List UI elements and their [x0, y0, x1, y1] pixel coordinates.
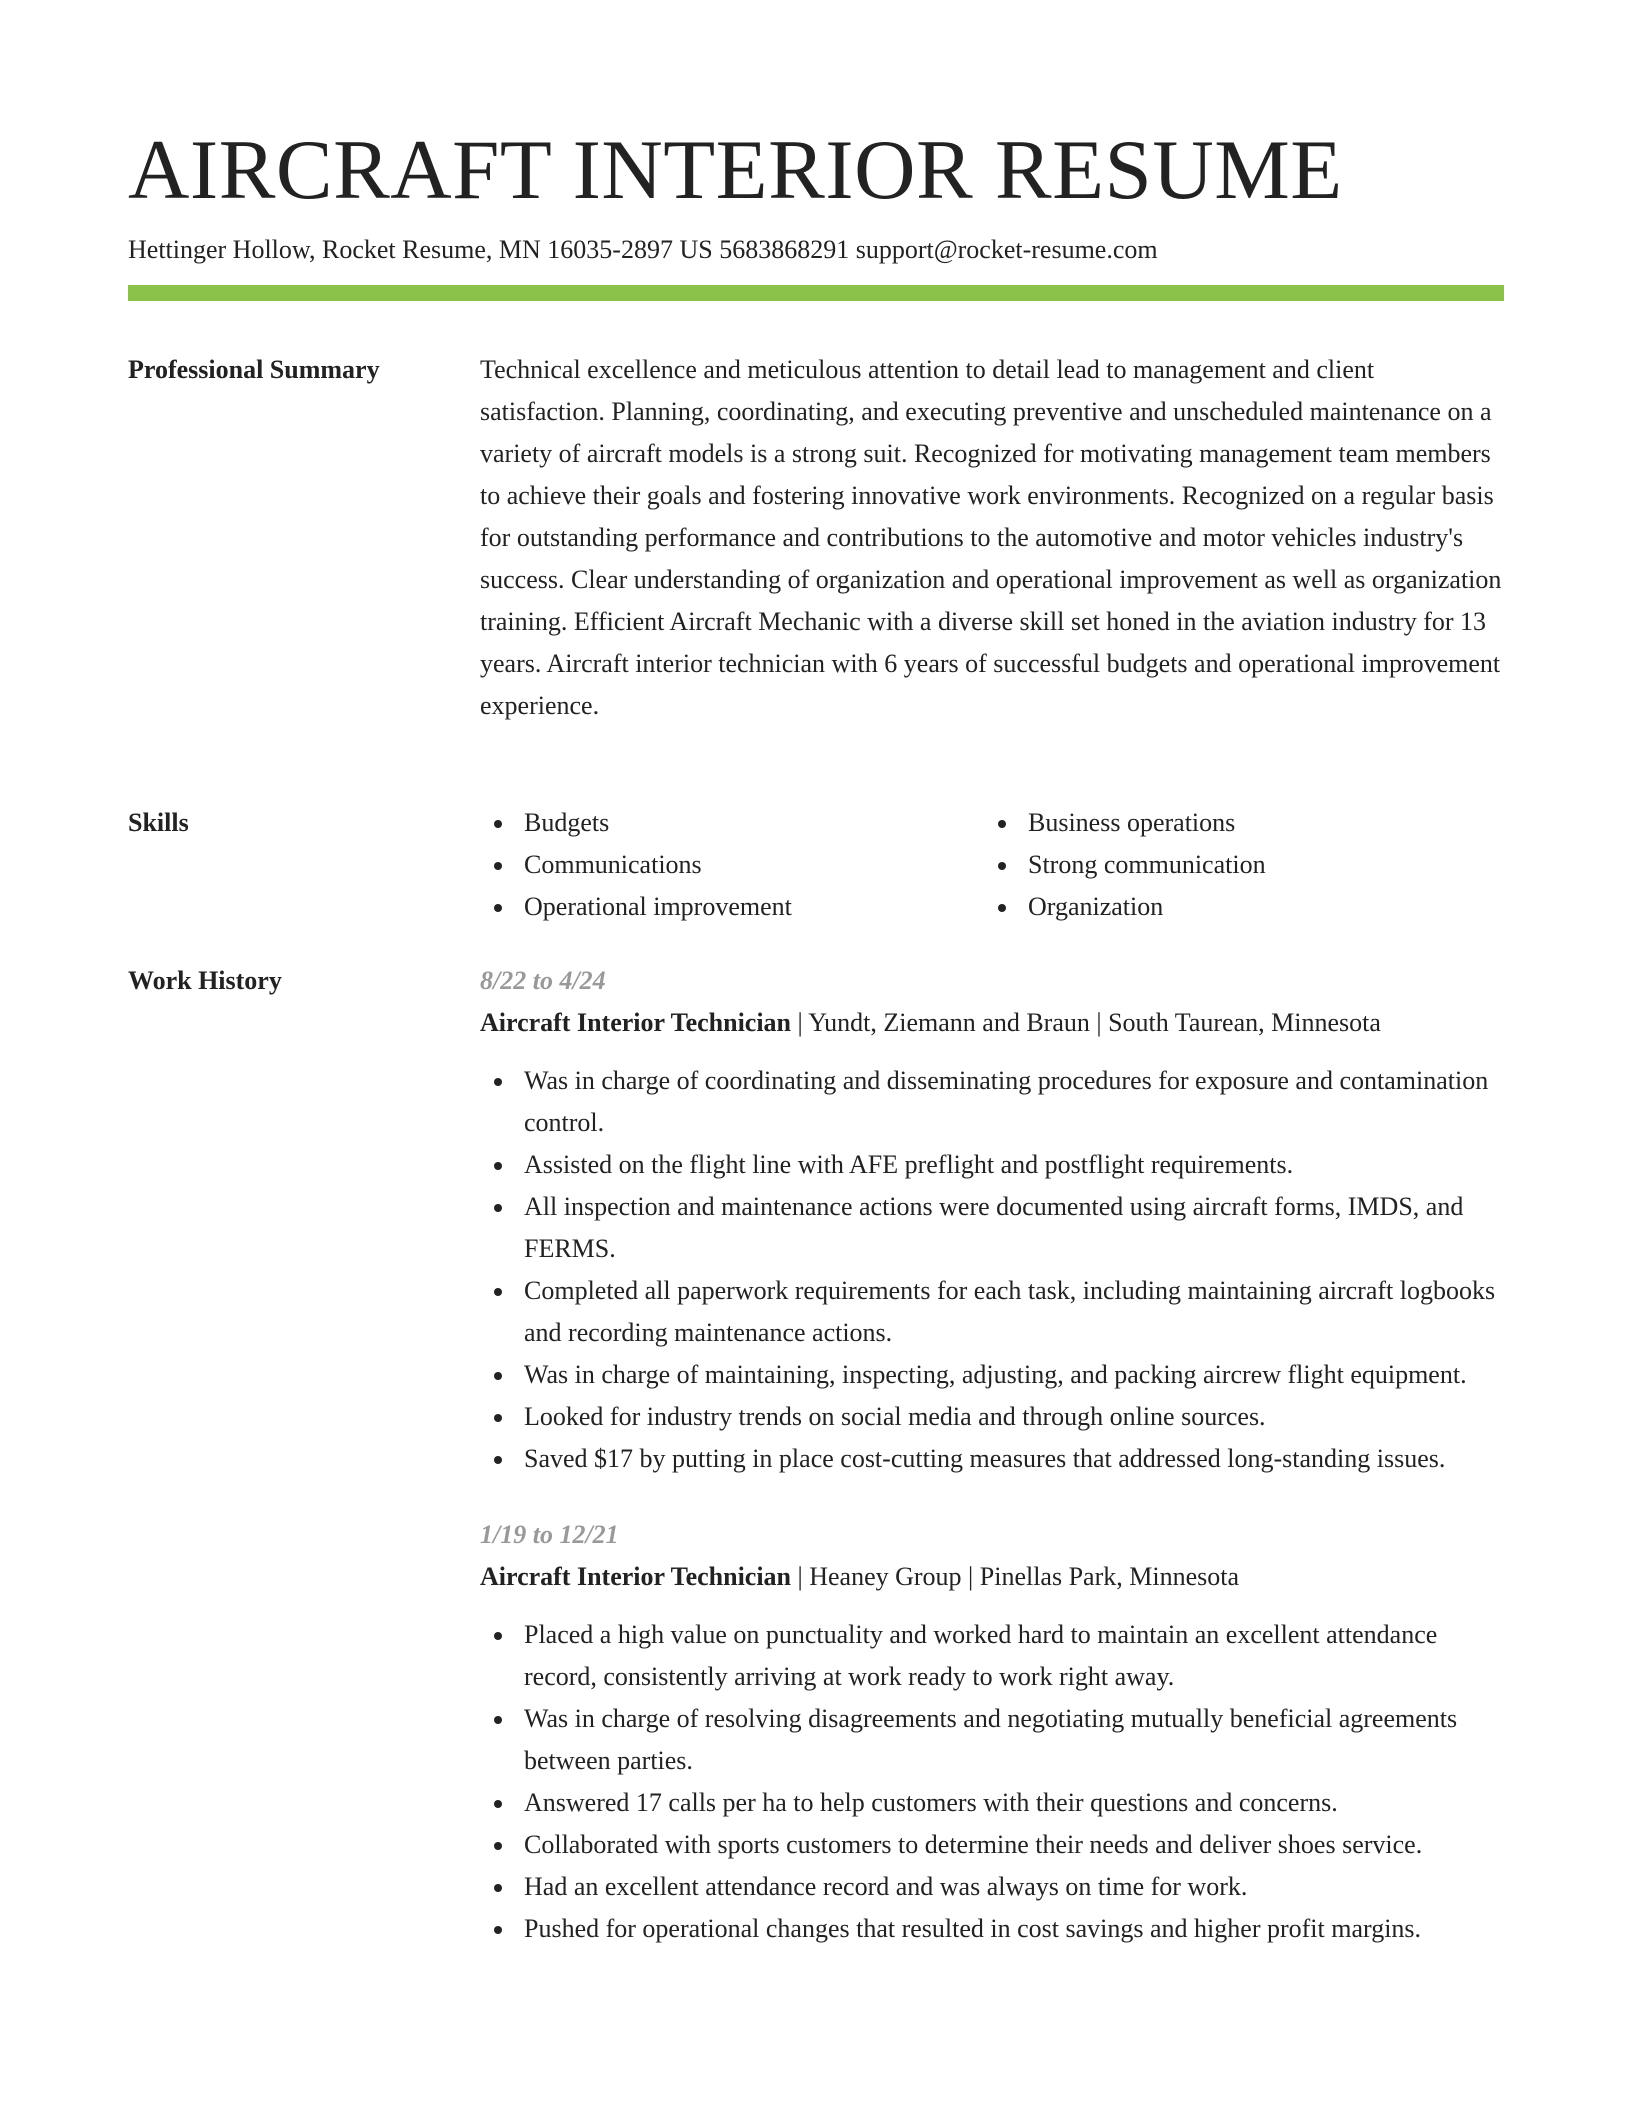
- contact-address: Hettinger Hollow, Rocket Resume, MN 16035-2897 US: [128, 235, 713, 264]
- skill-item: Strong communication: [984, 844, 1488, 886]
- list-item: Saved $17 by putting in place cost-cutting measures that addressed long-standing issues.: [480, 1438, 1504, 1480]
- job-company-location: | Heaney Group | Pinellas Park, Minnesota: [791, 1562, 1240, 1591]
- job-heading: [480, 1002, 1504, 1044]
- skills-column-left: [480, 802, 984, 928]
- skill-item: Organization: [984, 886, 1488, 928]
- list-item: Completed all paperwork requirements for each task, including maintaining aircraft logbooks and recording maintenance actions.: [480, 1270, 1504, 1354]
- list-item: Was in charge of coordinating and disseminating procedures for exposure and contamination control.: [480, 1060, 1504, 1144]
- list-item: Had an excellent attendance record and was always on time for work.: [480, 1866, 1504, 1908]
- contact-phone: 5683868291: [719, 235, 850, 264]
- list-item: Answered 17 calls per ha to help customers with their questions and concerns.: [480, 1782, 1504, 1824]
- skill-item: Business operations: [984, 802, 1488, 844]
- work-history-body: [480, 960, 1504, 1984]
- resume-title: AIRCRAFT INTERIOR RESUME: [128, 123, 1343, 217]
- job-title: Aircraft Interior Technician: [480, 1008, 792, 1037]
- list-item: All inspection and maintenance actions were documented using aircraft forms, IMDS, and FERMS.: [480, 1186, 1504, 1270]
- job-company-location: | Yundt, Ziemann and Braun | South Taurean, Minnesota: [791, 1008, 1381, 1037]
- contact-email: support@rocket-resume.com: [855, 235, 1158, 264]
- list-item: Pushed for operational changes that resulted in cost savings and higher profit margins.: [480, 1908, 1504, 1950]
- skills-list: [480, 802, 1504, 928]
- job-responsibilities: [480, 1614, 1504, 1950]
- list-item: Placed a high value on punctuality and worked hard to maintain an excellent attendance record, consistently arriving at work ready to work right away.: [480, 1614, 1504, 1698]
- job-entry: [480, 960, 1504, 1480]
- skill-item: Operational improvement: [480, 886, 984, 928]
- job-dates: 1/19 to 12/21: [480, 1520, 619, 1549]
- professional-summary-body: [480, 349, 1504, 727]
- job-dates: 8/22 to 4/24: [480, 966, 606, 995]
- list-item: Looked for industry trends on social media and through online sources.: [480, 1396, 1504, 1438]
- job-heading: [480, 1556, 1504, 1598]
- skills-column-right: [984, 802, 1488, 928]
- list-item: Assisted on the flight line with AFE preflight and postflight requirements.: [480, 1144, 1504, 1186]
- list-item: Was in charge of resolving disagreements and negotiating mutually beneficial agreements between parties.: [480, 1698, 1504, 1782]
- job-title: Aircraft Interior Technician: [480, 1562, 792, 1591]
- skills-heading: Skills: [128, 808, 189, 837]
- work-history-heading: Work History: [128, 966, 282, 995]
- accent-divider: [128, 285, 1504, 301]
- list-item: Collaborated with sports customers to determine their needs and deliver shoes service.: [480, 1824, 1504, 1866]
- contact-line: [128, 230, 1158, 270]
- skill-item: Budgets: [480, 802, 984, 844]
- skill-item: Communications: [480, 844, 984, 886]
- job-responsibilities: [480, 1060, 1504, 1480]
- list-item: Was in charge of maintaining, inspecting, adjusting, and packing aircrew flight equipment.: [480, 1354, 1504, 1396]
- professional-summary-heading: Professional Summary: [128, 355, 380, 384]
- job-entry: [480, 1514, 1504, 1950]
- professional-summary-text: Technical excellence and meticulous attention to detail lead to management and client satisfaction. Planning, coordinating, and executing preventive and unscheduled maintenance on a variety of aircraft models is a strong suit. Recognized for motivating management team members to achieve their goals and fostering innovative work environments. Recognized on a regular basis for outstanding performance and contributions to the automotive and motor vehicles industry's success. Clear understanding of organization and operational improvement as well as organization training. Efficient Aircraft Mechanic with a diverse skill set honed in the aviation industry for 13 years. Aircraft interior technician with 6 years of successful budgets and operational improvement experience.: [480, 355, 1502, 720]
